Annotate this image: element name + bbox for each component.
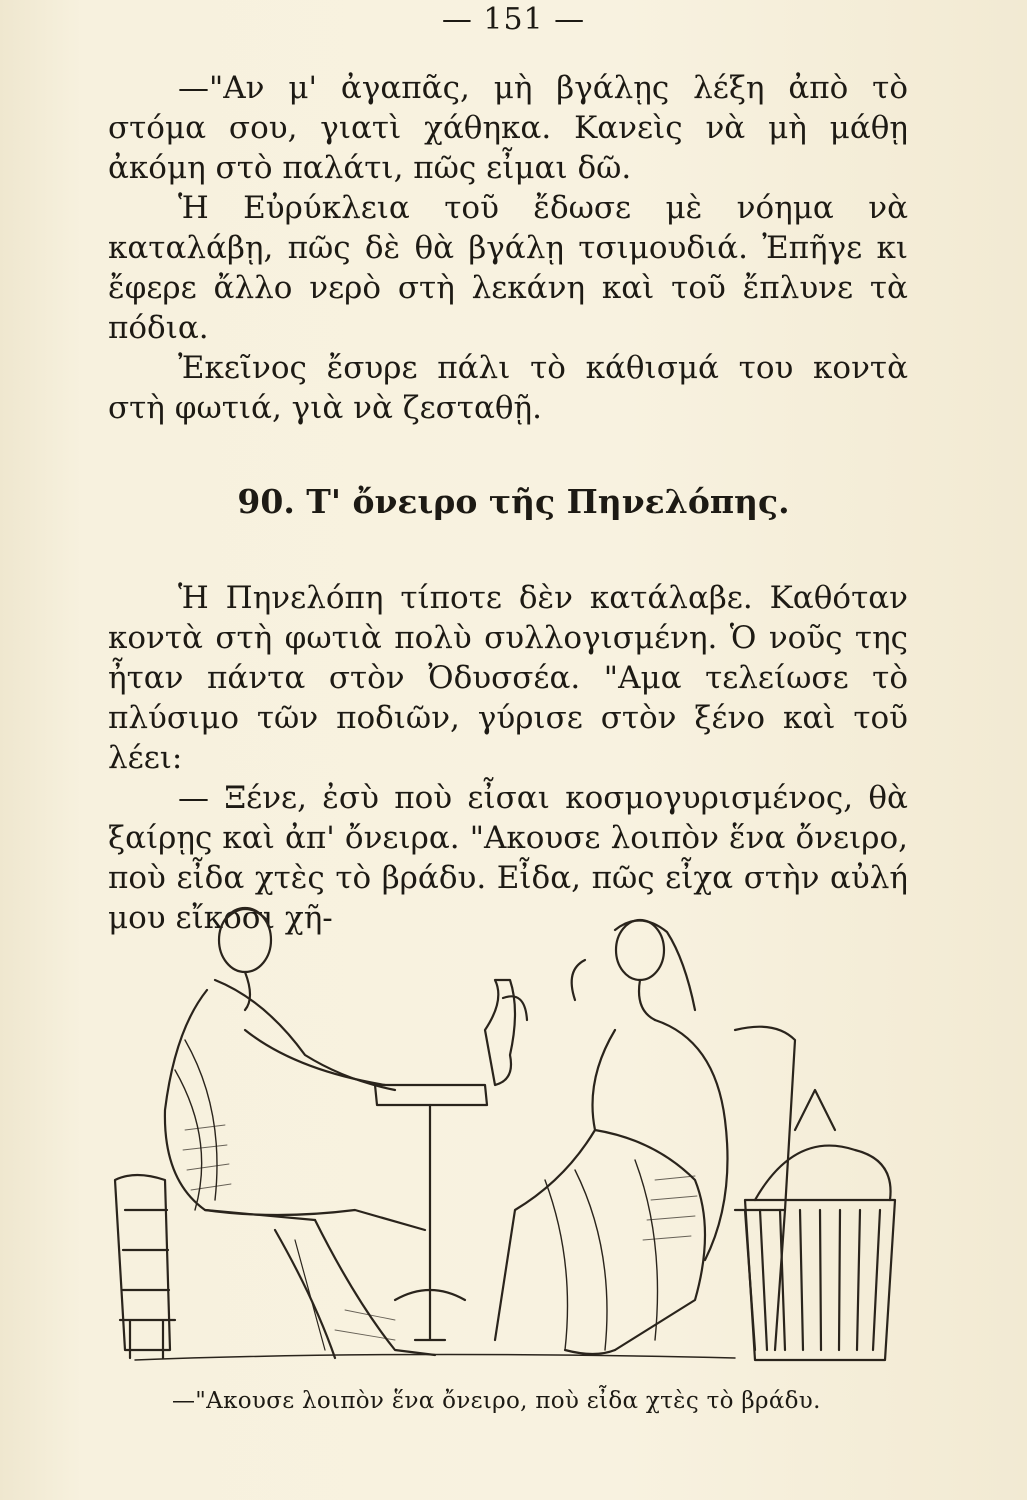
paragraph-dream: — Ξένε, ἐσὺ ποὺ εἶσαι κοσμογυρισμένος, θὰ ξαίρῃς καὶ ἀπ' ὄνειρα. "Ακουσε λοιπὸν ἕνα ὄνειρο, ποὺ εἶδα χτὲς τὸ βράδυ. Εἶδα, πῶς εἶχα στὴν αὐλή μου εἴκοσι χῆ- [108,780,908,936]
paragraph-eurycleia: Ἡ Εὐρύκλεια τοῦ ἔδωσε μὲ νόημα νὰ καταλάβῃ, πῶς δὲ θὰ βγάλῃ τσιμουδιά. Ἐπῆγε κι ἔφερε ἄλλο νερὸ στὴ λεκάνη καὶ τοῦ ἔπλυνε τὰ πόδια. [108,190,908,346]
odysseus-figure [165,908,435,1358]
stool-drawing [115,1175,175,1358]
illustration-odysseus-penelope [95,880,925,1380]
hatching [183,1125,697,1340]
basket-drawing [745,1090,895,1360]
paragraph-dialogue: —"Αν μ' ἀγαπᾶς, μὴ βγάλῃς λέξη ἀπὸ τὸ στόμα σου, γιατὶ χάθηκα. Κανεὶς νὰ μὴ μάθῃ ἀκόμη στὸ παλάτι, πῶς εἶμαι δῶ. [108,70,908,186]
top-text-block [108,68,908,428]
paragraph-fire: Ἐκεῖνος ἔσυρε πάλι τὸ κάθισμά του κοντὰ στὴ φωτιά, γιὰ νὰ ζεσταθῇ. [108,350,908,426]
section-heading: 90. Τ' ὄνειρο τῆς Πηνελόπης. [237,482,790,521]
page-number: — 151 — [441,2,586,37]
penelope-figure [495,920,728,1354]
illustration-caption: —"Ακουσε λοιπὸν ἕνα ὄνειρο, ποὺ εἶδα χτὲς τὸ βράδυ. [172,1388,821,1414]
paragraph-penelope: Ἡ Πηνελόπη τίποτε δὲν κατάλαβε. Καθόταν κοντὰ στὴ φωτιὰ πολὺ συλλογισμένη. Ὁ νοῦς της ἦταν πάντα στὸν Ὀδυσσέα. "Αμα τελείωσε τὸ πλύσιμο τῶν ποδιῶν, γύρισε στὸν ξένο καὶ τοῦ λέει: [108,580,908,776]
